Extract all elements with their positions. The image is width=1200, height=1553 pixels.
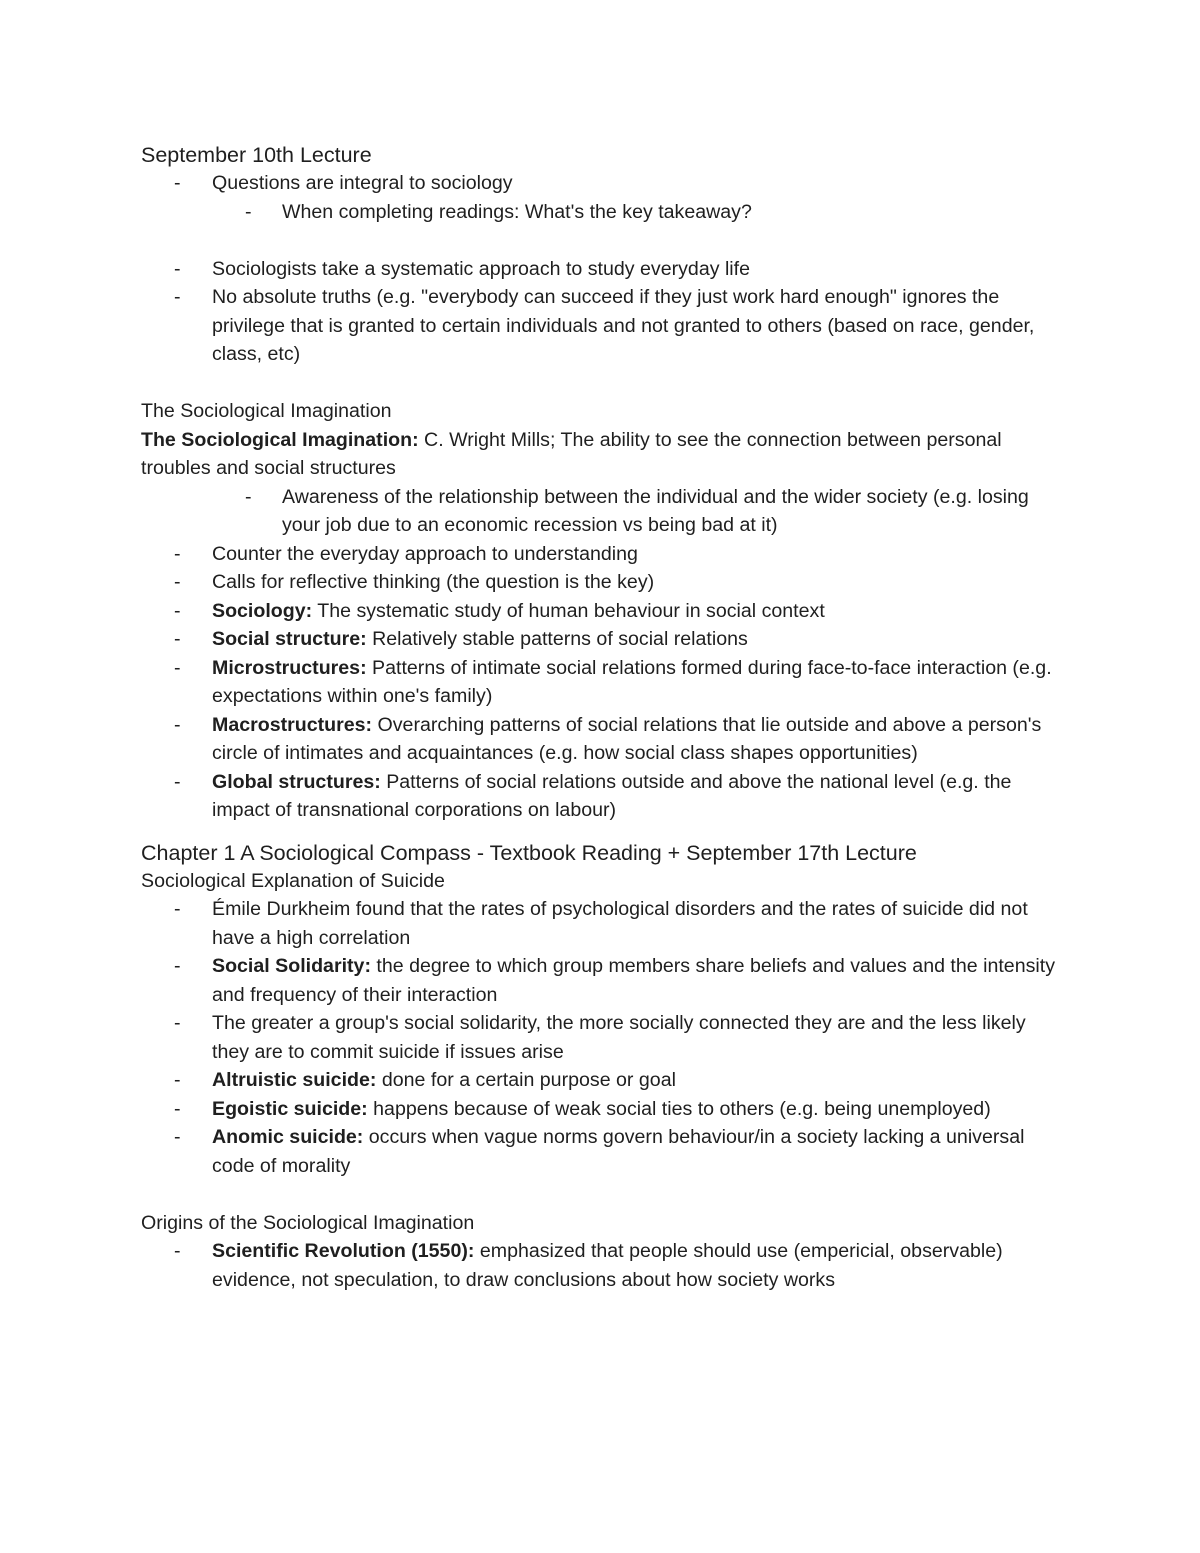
item-text: Émile Durkheim found that the rates of psychological disorders and the rates of suicide did not have a high correlation <box>212 898 1028 949</box>
item-term: Scientific Revolution (1550): <box>212 1240 475 1262</box>
item-term: Social Solidarity: <box>212 955 371 977</box>
list-item <box>141 654 1066 711</box>
blank-line <box>141 825 1066 839</box>
blank-line <box>141 1180 1066 1209</box>
list-item <box>141 283 1066 369</box>
list-item <box>141 597 1066 626</box>
item-text: Relatively stable patterns of social relations <box>366 628 748 650</box>
list-item <box>141 198 1066 227</box>
list-item <box>141 1095 1066 1124</box>
item-text: Counter the everyday approach to understanding <box>212 542 638 565</box>
item-text: No absolute truths (e.g. "everybody can succeed if they just work hard enough" ignores the privilege that is granted to certain individuals and not granted to others (based on race, gender, class, etc) <box>212 286 1035 365</box>
list-item <box>141 1123 1066 1180</box>
bullet-dash: - <box>174 542 181 565</box>
bullet-dash: - <box>174 571 181 593</box>
bullet-dash: - <box>174 770 181 793</box>
definition-term: The Sociological Imagination: <box>141 428 419 451</box>
bullet-dash: - <box>245 485 252 508</box>
bullet-dash: - <box>174 656 181 679</box>
bullet-dash: - <box>174 1069 181 1091</box>
item-text: occurs when vague norms govern behaviour/in a society lacking a universal code of morality <box>212 1126 1025 1177</box>
list-item <box>141 1237 1066 1294</box>
list-item <box>141 540 1066 569</box>
item-term: Macrostructures: <box>212 713 373 736</box>
item-term: Sociology: <box>212 599 313 622</box>
list-item <box>141 952 1066 1009</box>
item-term: Social structure: <box>212 628 367 650</box>
section-heading-sept-10: September 10th Lecture <box>141 143 372 167</box>
item-term: Altruistic suicide: <box>212 1069 377 1091</box>
item-text: done for a certain purpose or goal <box>376 1069 676 1091</box>
list-item <box>141 1009 1066 1066</box>
list-item <box>141 483 1066 540</box>
bullet-dash: - <box>174 628 181 650</box>
list-item <box>141 255 1066 284</box>
list-item <box>141 768 1066 825</box>
bullet-dash: - <box>174 172 181 194</box>
item-term: Anomic suicide: <box>212 1126 364 1148</box>
item-text: Calls for reflective thinking (the question is the key) <box>212 571 655 593</box>
list-item <box>141 1066 1066 1095</box>
item-text: Sociologists take a systematic approach to study everyday life <box>212 257 751 280</box>
list-item <box>141 169 1066 198</box>
bullet-dash: - <box>174 898 181 920</box>
list-item <box>141 711 1066 768</box>
bullet-dash: - <box>174 257 181 280</box>
subsection-heading-suicide: Sociological Explanation of Suicide <box>141 869 445 892</box>
definition-text: C. Wright Mills; The ability to see the connection between personal troubles and social structures <box>141 428 1002 479</box>
bullet-dash: - <box>245 200 252 223</box>
item-text: The systematic study of human behaviour in social context <box>312 599 825 622</box>
bullet-dash: - <box>174 286 181 308</box>
item-text: Awareness of the relationship between the individual and the wider society (e.g. losing your job due to an economic recession vs being bad at it) <box>282 485 1029 536</box>
item-text: Questions are integral to sociology <box>212 172 513 194</box>
item-text: The greater a group's social solidarity, the more socially connected they are and the less likely they are to commit suicide if issues arise <box>212 1012 1026 1063</box>
list-item <box>141 568 1066 597</box>
item-text: When completing readings: What's the key takeaway? <box>282 200 752 223</box>
section-heading-chapter-1: Chapter 1 A Sociological Compass - Textbook Reading + September 17th Lecture <box>141 840 917 865</box>
bullet-dash: - <box>174 1126 181 1148</box>
bullet-dash: - <box>174 1240 181 1262</box>
item-text: Overarching patterns of social relations that lie outside and above a person's circle of intimates and acquaintances (e.g. how social class shapes opportunities) <box>212 713 1042 764</box>
definition-paragraph <box>141 426 1066 483</box>
section-heading-origins: Origins of the Sociological Imagination <box>141 1211 475 1234</box>
bullet-dash: - <box>174 1097 181 1120</box>
item-term: Microstructures: <box>212 656 367 679</box>
document-body <box>141 141 1066 1294</box>
item-text: the degree to which group members share beliefs and values and the intensity and frequency of their interaction <box>212 955 1055 1006</box>
section-heading-sociological-imagination: The Sociological Imagination <box>141 400 392 422</box>
list-item <box>141 895 1066 952</box>
bullet-dash: - <box>174 599 181 622</box>
item-text: happens because of weak social ties to others (e.g. being unemployed) <box>367 1097 991 1120</box>
item-text: emphasized that people should use (empericial, observable) evidence, not speculation, to draw conclusions about how society works <box>212 1240 1003 1291</box>
blank-line <box>141 226 1066 255</box>
item-term: Egoistic suicide: <box>212 1097 368 1120</box>
item-text: Patterns of intimate social relations formed during face-to-face interaction (e.g. expectations within one's family) <box>212 656 1052 707</box>
item-term: Global structures: <box>212 770 381 793</box>
bullet-dash: - <box>174 713 181 736</box>
bullet-dash: - <box>174 1012 181 1034</box>
blank-line <box>141 369 1066 398</box>
bullet-dash: - <box>174 955 181 977</box>
item-text: Patterns of social relations outside and above the national level (e.g. the impact of transnational corporations on labour) <box>212 770 1012 821</box>
list-item <box>141 625 1066 654</box>
